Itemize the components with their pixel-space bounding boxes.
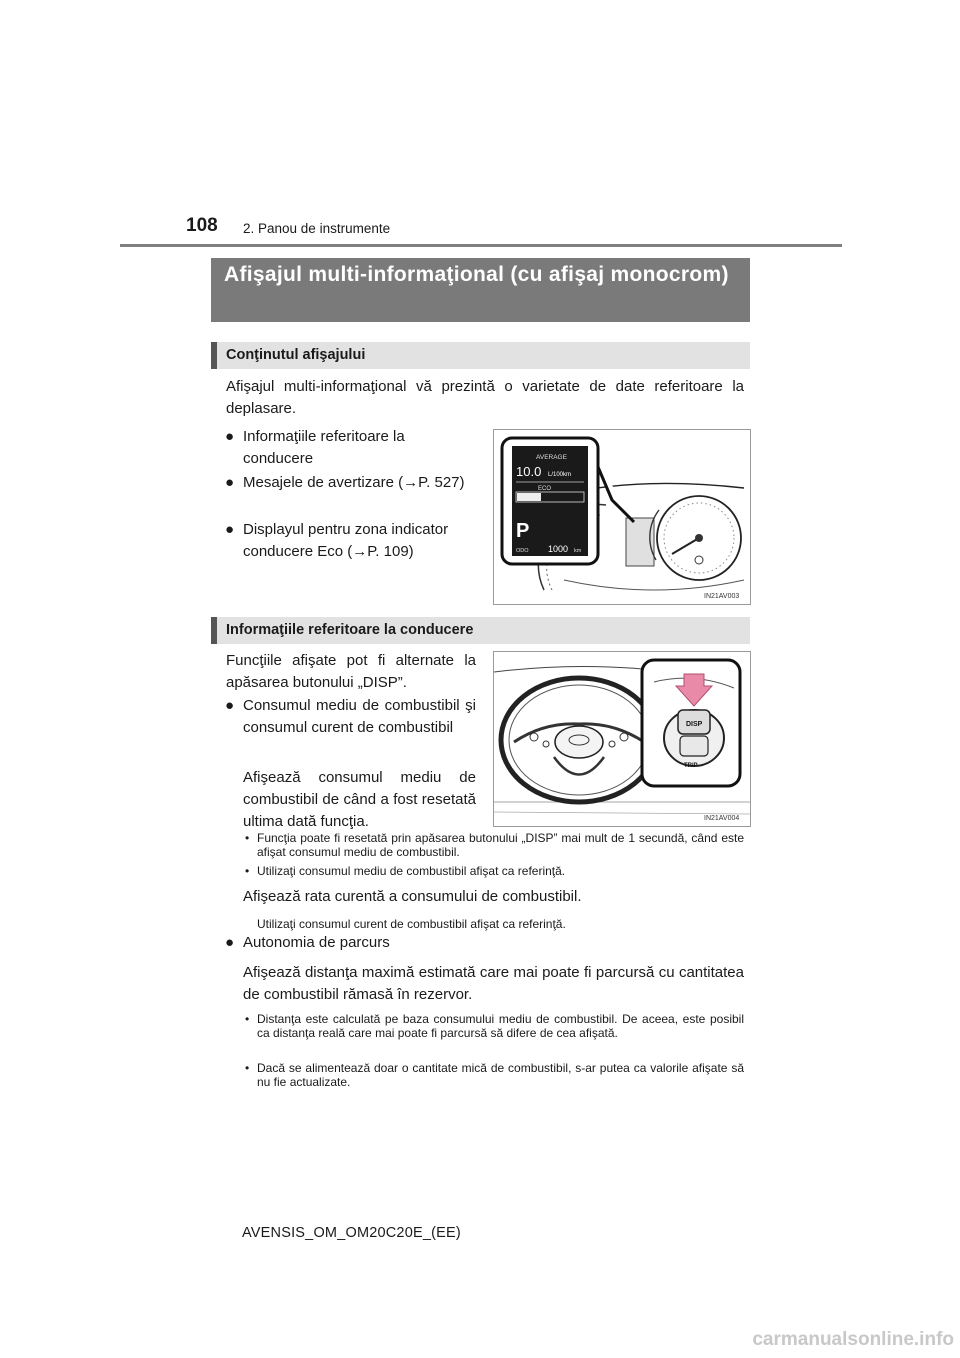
screen-odo-value: 1000 bbox=[548, 544, 569, 554]
figure-code: IN21AV004 bbox=[704, 815, 740, 822]
note-small-refuel bbox=[245, 1061, 744, 1089]
cruising-range-text: Afişează distanţa maximă estimată care mai poate fi parcursă cu cantitatea de combustibil rămasă în rezervor. bbox=[243, 964, 744, 1003]
figure-code: IN21AV003 bbox=[704, 593, 740, 600]
bullet-dot: ● bbox=[225, 521, 235, 538]
section-title: Afişajul multi-informaţional (cu afişaj monocrom) bbox=[211, 258, 750, 322]
screen-unit: L/100km bbox=[548, 472, 572, 478]
note-reset bbox=[245, 831, 744, 859]
chapter-title: 2. Panou de instrumente bbox=[243, 221, 391, 236]
avg-consumption-text: Afişează consumul mediu de combustibil de când a fost resetată ultima dată funcţia. bbox=[243, 769, 476, 830]
current-consumption-note: Utilizaţi consumul curent de combustibil afişat ca referinţă. bbox=[257, 917, 566, 931]
footer-doc-code: AVENSIS_OM_OM20C20E_(EE) bbox=[242, 1225, 461, 1241]
intro-paragraph: Afişajul multi-informaţional vă prezintă o varietate de date referitoare la deplasare. bbox=[226, 378, 744, 417]
bullet-warnings bbox=[225, 472, 473, 494]
bullet-text: Mesajele de avertizare (→P. 527) bbox=[243, 474, 465, 491]
bullet-text: Informaţiile referitoare la conducere bbox=[243, 428, 405, 467]
screen-odo-unit: km bbox=[574, 548, 582, 554]
bullet-cruising-range bbox=[225, 932, 743, 954]
screen-gear: P bbox=[516, 520, 530, 542]
bullet-text: Consumul mediu de combustibil şi consumul curent de combustibil bbox=[243, 697, 476, 736]
steering-illustration bbox=[494, 652, 750, 826]
bullet-eco-display bbox=[225, 519, 481, 563]
disp-intro: Funcţiile afişate pot fi alternate la apăsarea butonului „DISP”. bbox=[226, 652, 476, 691]
note-text: Utilizaţi consumul mediu de combustibil afişat ca referinţă. bbox=[257, 864, 566, 878]
note-calculation bbox=[245, 1012, 744, 1040]
page-number: 108 bbox=[186, 215, 218, 236]
note-text: Distanţa este calculată pe baza consumului mediu de combustibil. De aceea, este posibil ca distanţa reală care mai poate fi parcursă să difere de cea afişată. bbox=[257, 1012, 744, 1040]
bullet-dot: ● bbox=[225, 934, 235, 951]
note-dot: • bbox=[245, 1012, 250, 1026]
bullet-driving-info bbox=[225, 426, 473, 470]
subheading-driving-info: Informaţiile referitoare la conducere bbox=[211, 617, 750, 644]
note-dot: • bbox=[245, 831, 250, 845]
figure-steering-wheel bbox=[493, 651, 751, 827]
screen-eco-label: ECO bbox=[538, 486, 552, 492]
bullet-dot: ● bbox=[225, 474, 235, 491]
watermark: carmanualsonline.info bbox=[752, 1329, 954, 1350]
screen-value: 10.0 bbox=[516, 464, 542, 479]
header-rule bbox=[120, 244, 842, 247]
screen-odo-label: ODO bbox=[516, 548, 529, 554]
note-dot: • bbox=[245, 1061, 250, 1075]
bullet-text: Autonomia de parcurs bbox=[243, 934, 390, 951]
screen-average-label: AVERAGE bbox=[536, 454, 567, 461]
figure-instrument-cluster bbox=[493, 429, 751, 605]
subheading-display-content: Conţinutul afişajului bbox=[211, 342, 750, 369]
note-text: Dacă se alimentează doar o cantitate mică de combustibil, s-ar putea ca valorile afişate să nu fie actualizate. bbox=[257, 1061, 744, 1089]
note-reference bbox=[245, 864, 744, 878]
disp-button-label: DISP bbox=[686, 721, 703, 728]
bullet-text: Displayul pentru zona indicator conducere Eco (→P. 109) bbox=[243, 521, 449, 560]
trip-button-label: TRIP bbox=[684, 763, 698, 769]
bullet-dot: ● bbox=[225, 697, 235, 714]
bullet-dot: ● bbox=[225, 428, 235, 445]
note-text: Funcţia poate fi resetată prin apăsarea butonului „DISP” mai mult de 1 secundă, când este afişat consumul mediu de combustibil. bbox=[257, 831, 744, 859]
current-consumption-text: Afişează rata curentă a consumului de combustibil. bbox=[243, 888, 582, 905]
bullet-fuel-consumption bbox=[225, 695, 476, 739]
note-dot: • bbox=[245, 864, 250, 878]
cluster-illustration bbox=[494, 430, 750, 604]
